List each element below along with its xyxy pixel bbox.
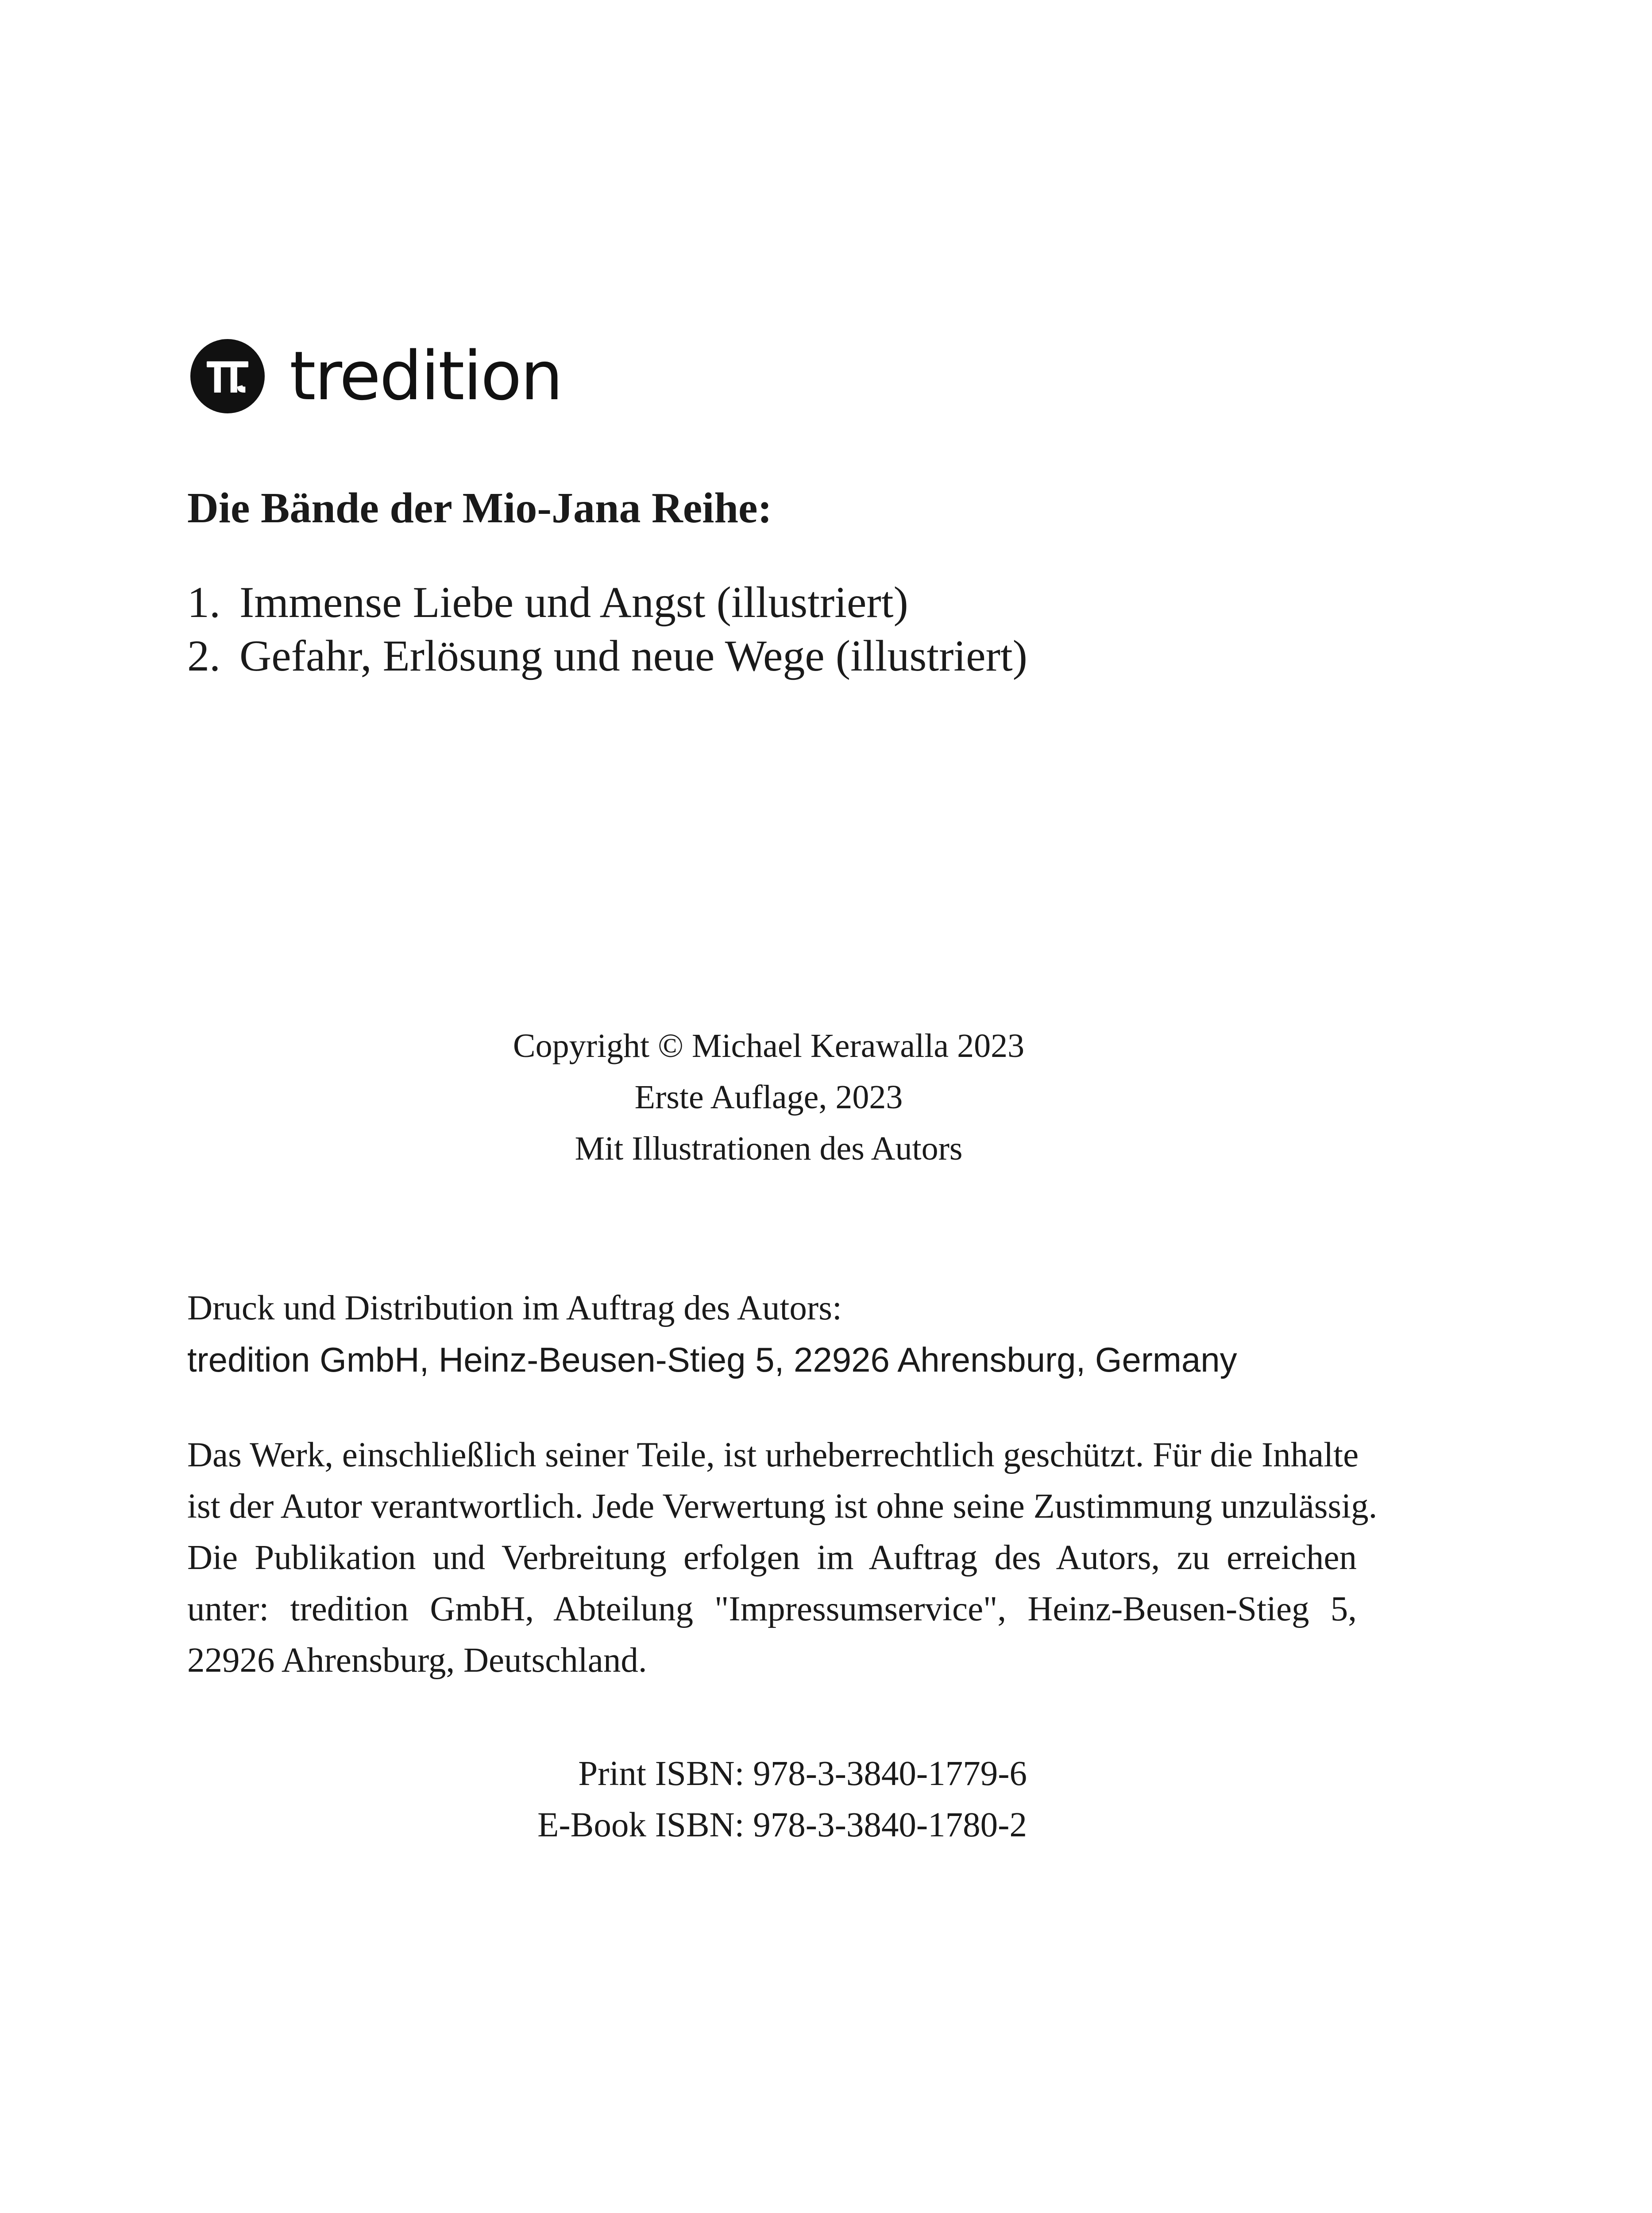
isbn-block	[516, 1748, 1027, 1851]
legal-notice	[187, 1430, 1378, 1686]
list-item-number: 2.	[187, 631, 220, 680]
list-item	[187, 629, 1027, 682]
logo-wordmark: tredition	[289, 337, 562, 415]
series-list	[187, 575, 1027, 682]
list-item	[187, 575, 1027, 629]
illustrations-line: Mit Illustrationen des Autors	[575, 1130, 963, 1167]
distribution-line: Druck und Distribution im Auftrag des Autors:	[187, 1289, 842, 1327]
legal-line: Die Publikation und Verbreitung erfolgen im Auftrag des Autors, zu erreichen	[187, 1538, 1357, 1577]
legal-line: ist der Autor verantwortlich. Jede Verwertung ist ohne seine Zustimmung unzulässig.	[187, 1487, 1378, 1526]
print-isbn: Print ISBN: 978-3-3840-1779-6	[578, 1754, 1027, 1793]
legal-line: unter: tredition GmbH, Abteilung "Impressumservice", Heinz-Beusen-Stieg 5,	[187, 1590, 1357, 1628]
legal-line: 22926 Ahrensburg, Deutschland.	[187, 1641, 647, 1680]
series-heading: Die Bände der Mio-Jana Reihe:	[187, 484, 772, 532]
copyright-line: Copyright © Michael Kerawalla 2023	[513, 1027, 1025, 1064]
publisher-logo	[190, 336, 562, 416]
list-item-title: Gefahr, Erlösung und neue Wege (illustriert)	[239, 631, 1027, 680]
edition-line: Erste Auflage, 2023	[634, 1079, 903, 1116]
list-item-title: Immense Liebe und Angst (illustriert)	[239, 578, 908, 627]
publisher-address: tredition GmbH, Heinz-Beusen-Stieg 5, 22926 Ahrensburg, Germany	[187, 1340, 1237, 1379]
legal-line: Das Werk, einschließlich seiner Teile, ist urheberrechtlich geschützt. Für die Inhalte	[187, 1436, 1359, 1474]
list-item-number: 1.	[187, 578, 220, 627]
distribution-block	[187, 1283, 1237, 1385]
copyright-block	[0, 1020, 1537, 1174]
ebook-isbn: E-Book ISBN: 978-3-3840-1780-2	[537, 1806, 1027, 1844]
tredition-logo-icon	[190, 339, 265, 413]
